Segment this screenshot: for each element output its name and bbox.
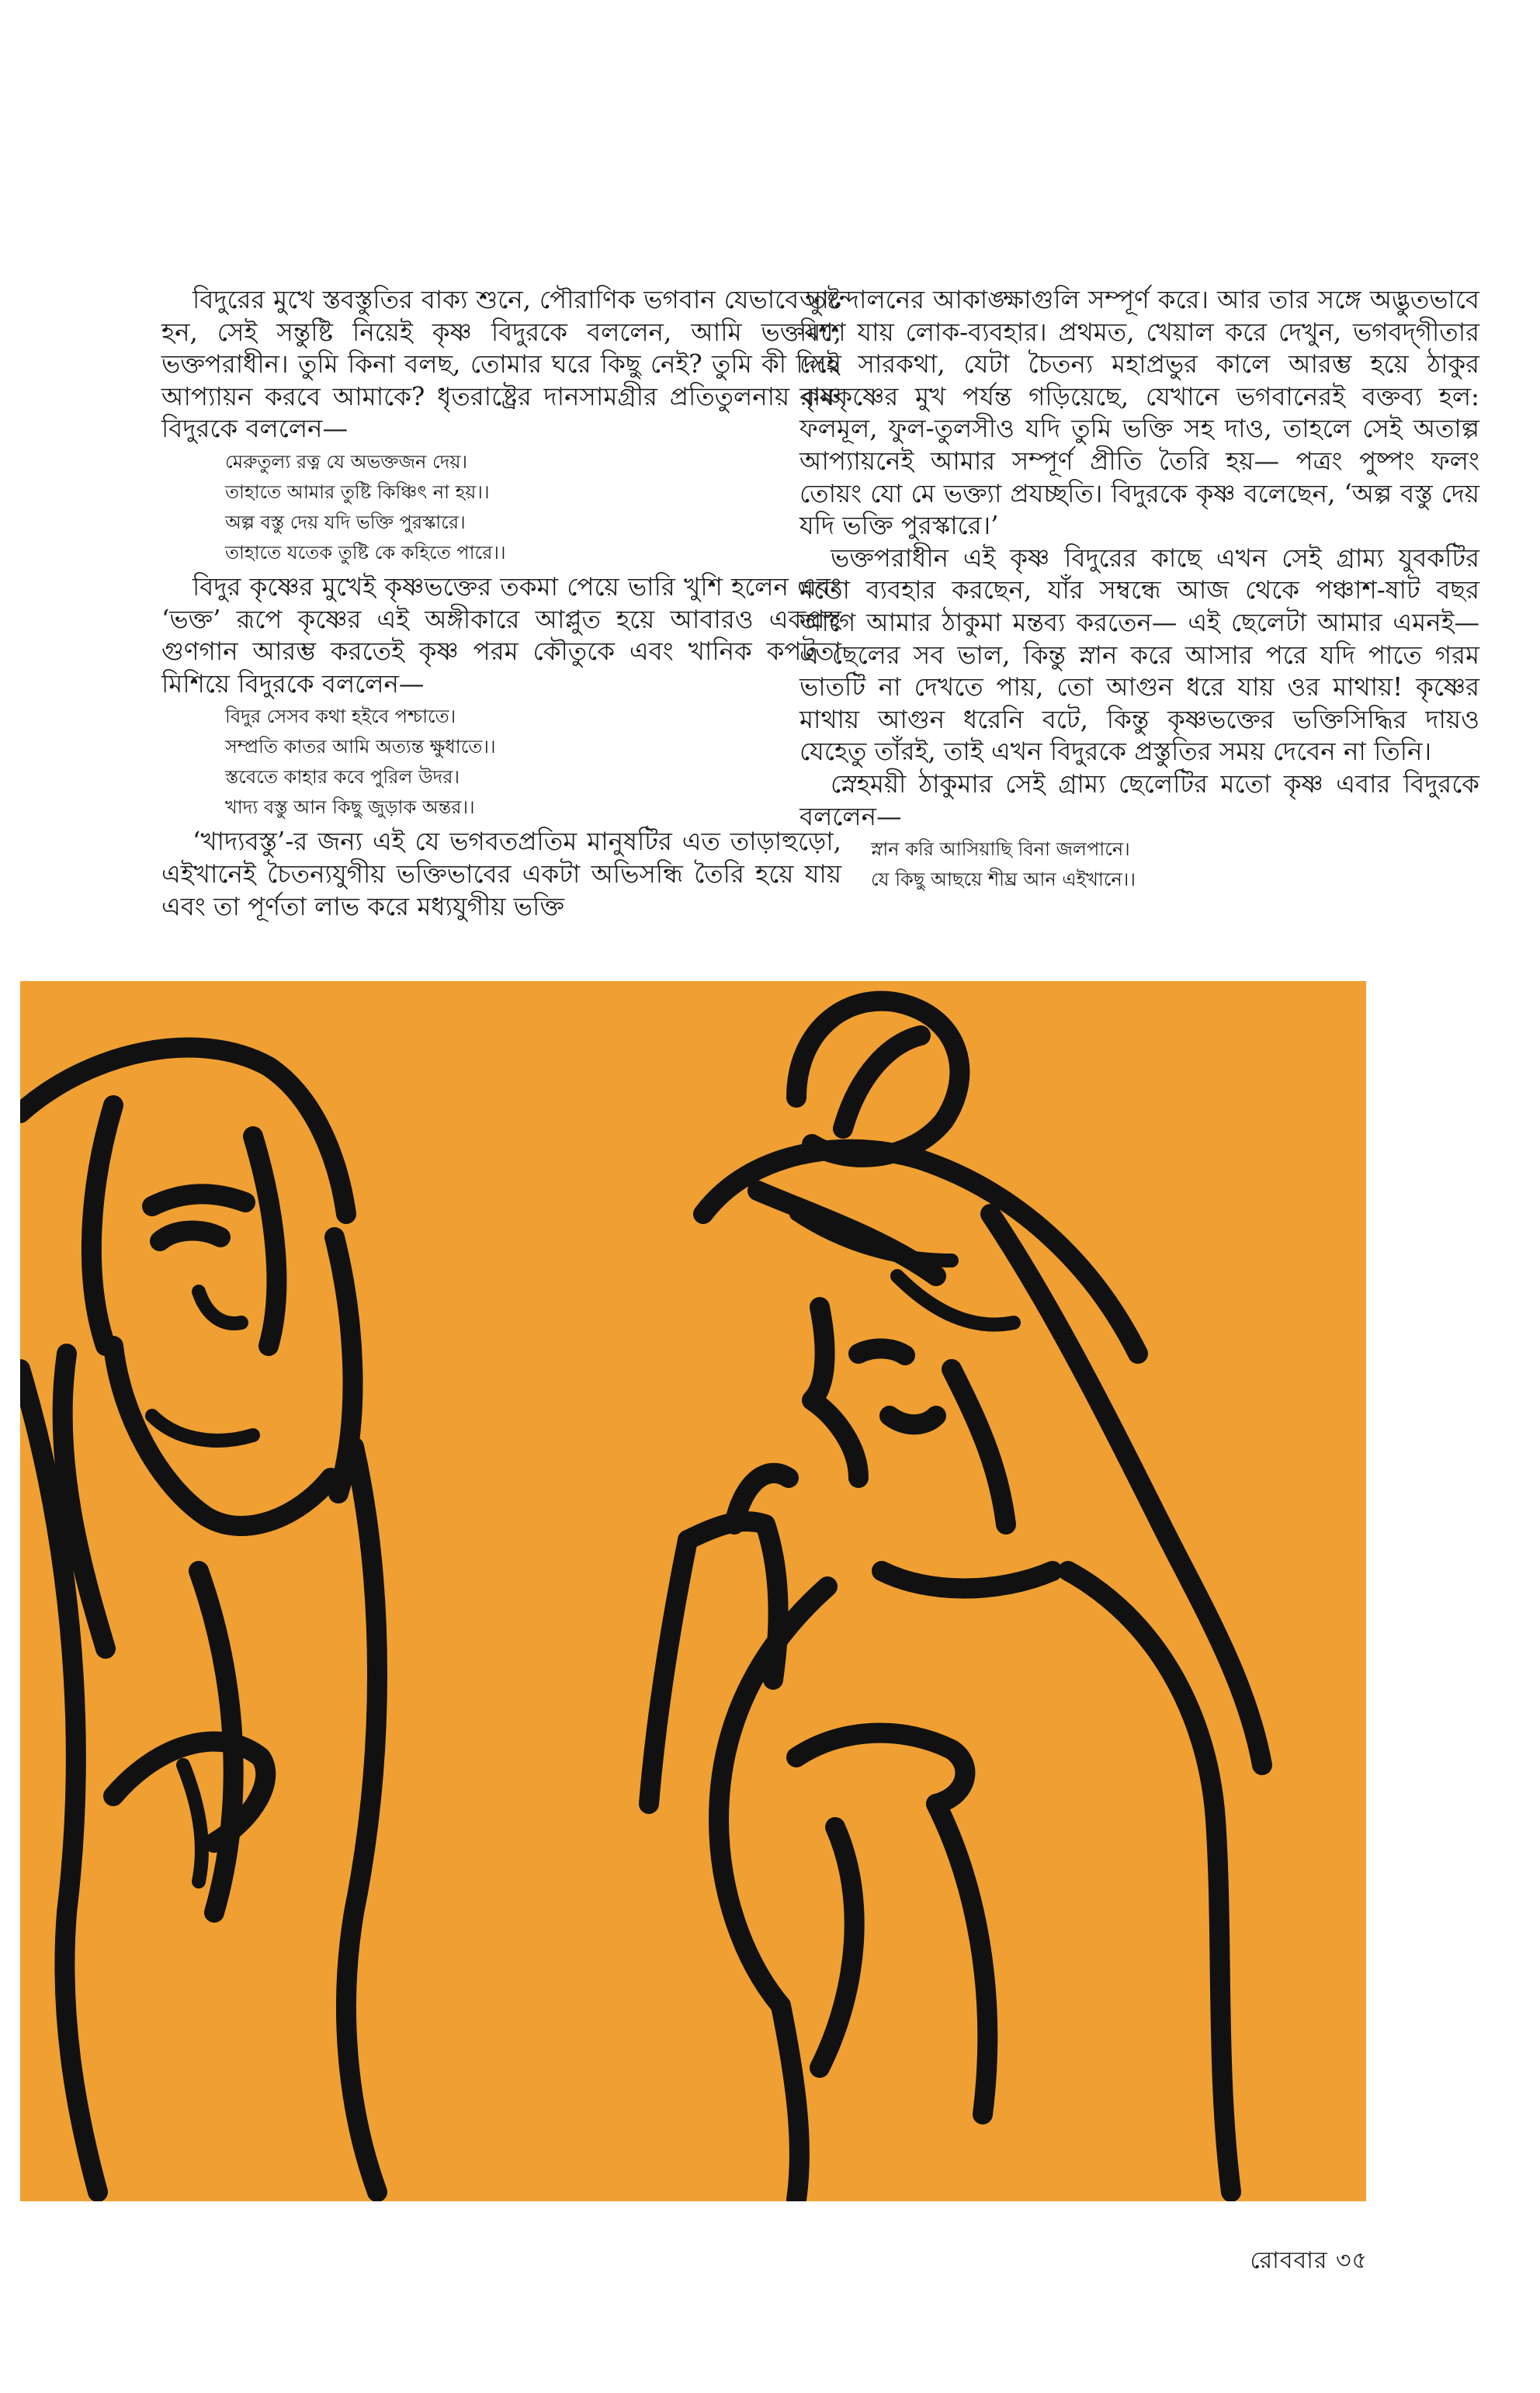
verse-line: স্নান করি আসিয়াছি বিনা জলপানে। (871, 838, 1130, 861)
verse-line: মেরুতুল্য রত্ন যে অভক্তজন দেয়। (225, 450, 468, 473)
paragraph: বিদুরের মুখে স্তবস্তুতির বাক্য শুনে, পৌরাণিক ভগবান যেভাবে তুষ্ট হন, সেই সন্তুষ্টি নিয়েই কৃষ্ণ বিদুরকে বললেন, আমি ভক্তবশ, ভক্তপরাধীন। তুমি কিনা বলছ, তোমার ঘরে কিছু নেই? তুমি কী দিয়ে আপ্যায়ন করবে আমাকে? ধৃতরাষ্ট্রের দানসামগ্রীর প্রতিতুলনায় কৃষ্ণ বিদুরকে বললেন— (161, 285, 841, 444)
brush-drawing-icon (20, 981, 1366, 2201)
verse-block (161, 702, 841, 823)
paragraph: স্নেহময়ী ঠাকুমার সেই গ্রাম্য ছেলেটির মতো কৃষ্ণ এবার বিদুরকে বললেন— (799, 768, 1479, 831)
verse-line: খাদ্য বস্তু আন কিছু জুড়াক অন্তর।। (225, 796, 475, 819)
verse-line: সম্প্রতি কাতর আমি অত্যন্ত ক্ষুধাতে।। (225, 736, 496, 758)
vidura-krishna-illustration (20, 981, 1366, 2201)
verse-block (799, 834, 1479, 895)
magazine-name: রোববার (1250, 2247, 1328, 2274)
verse-block (161, 447, 841, 568)
verse-line: বিদুর সেসব কথা হইবে পশ্চাতে। (225, 706, 456, 728)
verse-line: যে কিছু আছয়ে শীঘ্র আন এইখানে।। (871, 869, 1136, 891)
paragraph: ‘খাদ্যবস্তু’-র জন্য এই যে ভগবতপ্রতিম মানুষটির এত তাড়াহুড়ো, এইখানেই চৈতন্যযুগীয় ভক্তিভাবের একটা অভিসন্ধি তৈরি হয়ে যায় এবং তা পূর্ণতা লাভ করে মধ্যযুগীয় ভক্তি (161, 827, 841, 921)
page-number: ৩৫ (1336, 2247, 1368, 2274)
left-column (161, 284, 841, 923)
paragraph: বিদুর কৃষ্ণের মুখেই কৃষ্ণভক্তের তকমা পেয়ে ভারি খুশি হলেন এবং ‘ভক্ত’ রূপে কৃষ্ণের এই অঙ্গীকারে আপ্লুত হয়ে আবারও একপ্রস্থ গুণগান আরম্ভ করতেই কৃষ্ণ পরম কৌতুকে এবং খানিক কপটতা মিশিয়ে বিদুরকে বললেন— (161, 571, 841, 699)
verse-line: তাহাতে যতেক তুষ্টি কে কহিতে পারে।। (225, 541, 506, 564)
verse-line: তাহাতে আমার তুষ্টি কিঞ্চিৎ না হয়।। (225, 480, 490, 503)
paragraph: আন্দোলনের আকাঙ্ক্ষাগুলি সম্পূর্ণ করে। আর তার সঙ্গে অদ্ভুতভাবে মিশে যায় লোক-ব্যবহার। প্রথমত, খেয়াল করে দেখুন, ভগবদ্‌গীতার সেই সারকথা, যেটা চৈতন্য মহাপ্রভুর কালে আরম্ভ হয়ে ঠাকুর রামকৃষ্ণের মুখ পর্যন্ত গড়িয়েছে, যেখানে ভগবানেরই বক্তব্য হল: ফলমূল, ফুল-তুলসীও যদি তুমি ভক্তি সহ দাও, তাহলে সেই অতাল্প আপ্যায়নেই আমার সম্পূর্ণ প্রীতি তৈরি হয়— পত্রং পুষ্পং ফলং তোয়ং যো মে ভক্ত্যা প্রযচ্ছতি। বিদুরকে কৃষ্ণ বলেছেন, ‘অল্প বস্তু দেয় যদি ভক্তি পুরস্কারে।’ (799, 285, 1479, 541)
paragraph: ভক্তপরাধীন এই কৃষ্ণ বিদুরের কাছে এখন সেই গ্রাম্য যুবকটির মতো ব্যবহার করছেন, যাঁর সম্বন্ধে আজ থেকে পঞ্চাশ-ষাট বছর আগে আমার ঠাকুমা মন্তব্য করতেন— এই ছেলেটা আমার এমনই— এ ছেলের সব ভাল, কিন্তু স্নান করে আসার পরে যদি পাতে গরম ভাতটি না দেখতে পায়, তো আগুন ধরে যায় ওর মাথায়! কৃষ্ণের মাথায় আগুন ধরেনি বটে, কিন্তু কৃষ্ণভক্তের ভক্তিসিদ্ধির দায়ও যেহেতু তাঁরই, তাই এখন বিদুরকে প্রস্তুতির সময় দেবেন না তিনি। (799, 543, 1479, 767)
verse-line: স্তবেতে কাহার কবে পুরিল উদর। (225, 766, 460, 789)
page-footer (1250, 2242, 1368, 2281)
right-column (799, 284, 1479, 898)
verse-line: অল্প বস্তু দেয় যদি ভক্তি পুরস্কারে। (225, 511, 466, 533)
